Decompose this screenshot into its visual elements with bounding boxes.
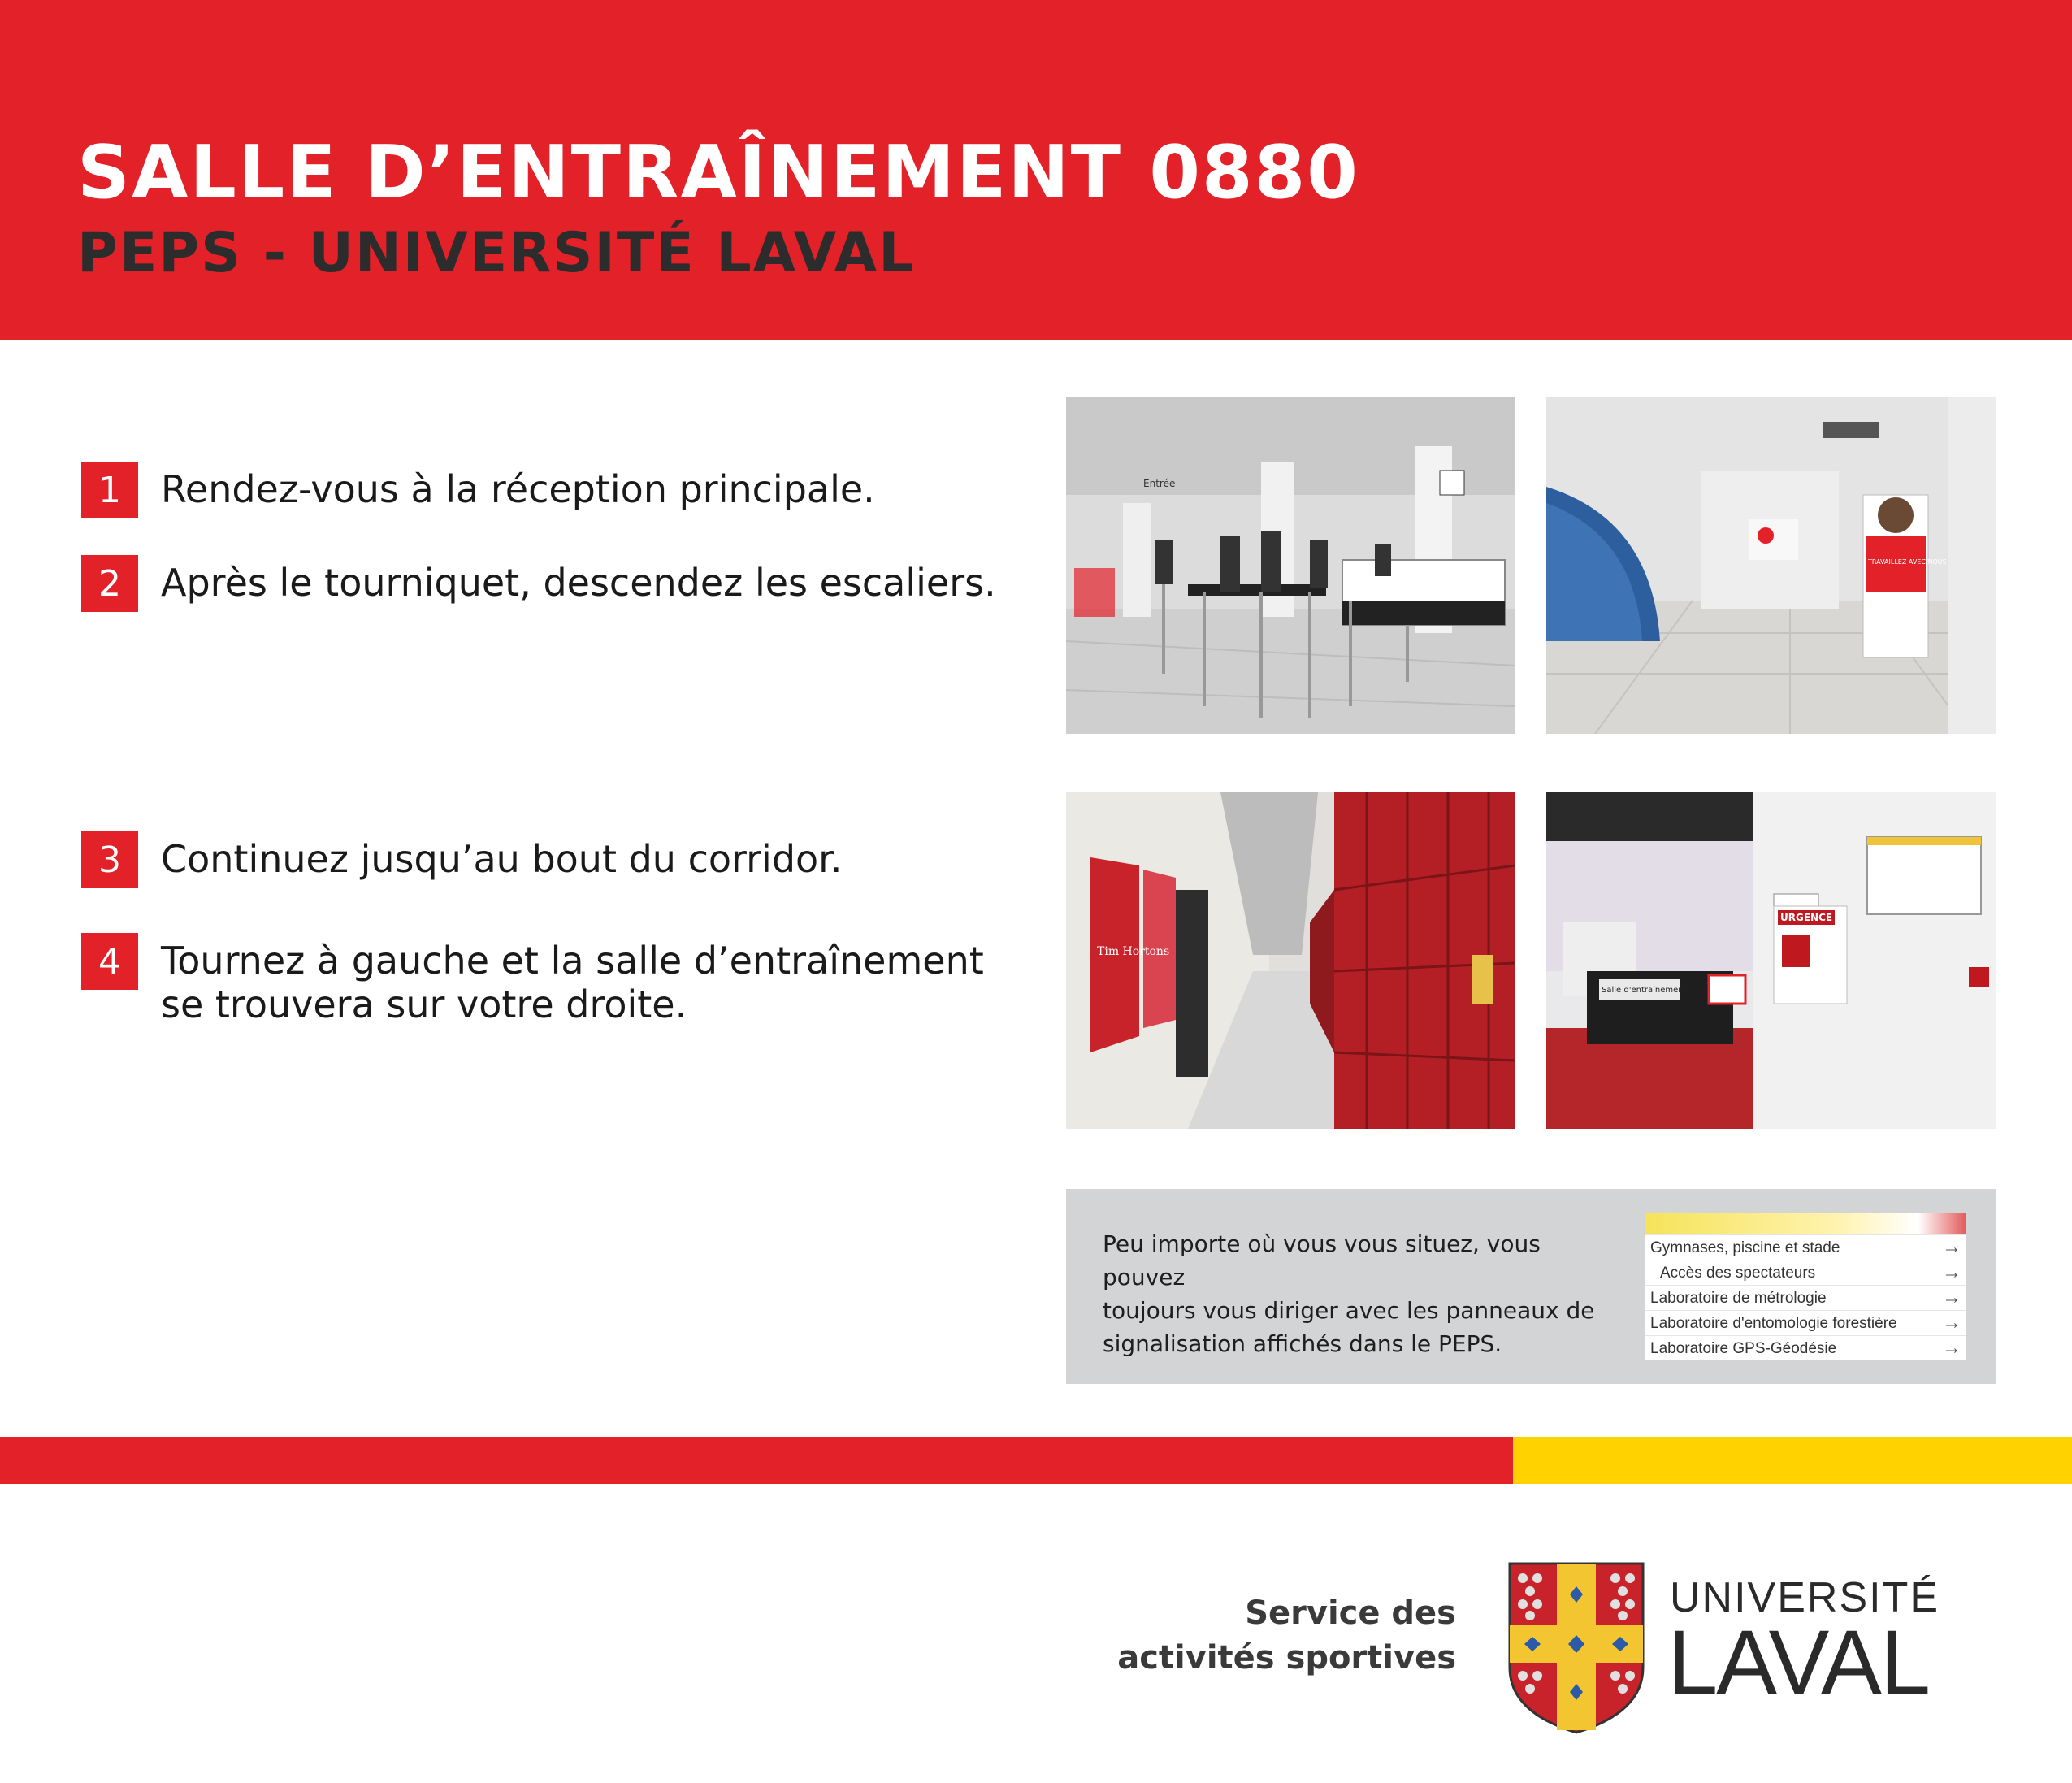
photo-reception — [1066, 397, 1515, 734]
page-subtitle: PEPS - UNIVERSITÉ LAVAL — [77, 221, 916, 285]
banner-text: TRAVAILLEZ AVEC NOUS — [1868, 558, 1947, 566]
signage-example — [1645, 1213, 1966, 1360]
service-name-line2: activités sportives — [1117, 1639, 1456, 1677]
sign-row — [1645, 1234, 1966, 1260]
arrow-right-icon: → — [1942, 1286, 1961, 1308]
sign-row — [1645, 1285, 1966, 1311]
logo-laval-word: LAVAL — [1667, 1612, 1930, 1713]
sign-row — [1645, 1335, 1966, 1360]
signage-color-strip — [1645, 1213, 1966, 1234]
photo-stairs — [1546, 397, 1996, 734]
sign-row — [1645, 1310, 1966, 1336]
step-4-number: 4 — [81, 933, 138, 990]
desk-sign-text: Salle d'entraînement — [1602, 986, 1687, 995]
university-crest-icon — [1508, 1562, 1645, 1734]
step-2-number: 2 — [81, 555, 138, 612]
sign-row-label: Gymnases, piscine et stade — [1650, 1239, 1840, 1256]
step-3-number: 3 — [81, 831, 138, 888]
service-name-line1: Service des — [1245, 1594, 1456, 1632]
step-1-text: Rendez-vous à la réception principale. — [161, 467, 875, 511]
arrow-right-icon: → — [1942, 1236, 1961, 1258]
sign-row-label: Laboratoire GPS-Géodésie — [1650, 1340, 1837, 1357]
sign-row-label: Laboratoire d'entomologie forestière — [1650, 1315, 1897, 1332]
sign-row-label: Laboratoire de métrologie — [1650, 1290, 1827, 1307]
sign-row-label: Accès des spectateurs — [1660, 1265, 1816, 1282]
step-3-text: Continuez jusqu’au bout du corridor. — [161, 837, 843, 881]
info-text: Peu importe où vous vous situez, vous pouvez toujours vous diriger avec les panneaux de signalisation affichés dans le PEPS. — [1103, 1230, 1595, 1357]
sign-row — [1645, 1260, 1966, 1286]
poster-text: Tim Hortons — [1097, 945, 1170, 958]
arrow-right-icon: → — [1942, 1261, 1961, 1283]
arrow-right-icon: → — [1942, 1312, 1961, 1334]
step-4-text: Tournez à gauche et la salle d’entraînement se trouvera sur votre droite. — [161, 939, 984, 1026]
arrow-right-icon: → — [1942, 1337, 1961, 1359]
step-2-text: Après le tourniquet, descendez les escaliers. — [161, 561, 996, 605]
reception-sign-text: Entrée — [1143, 478, 1176, 489]
step-1-number: 1 — [81, 462, 138, 518]
urgence-text: URGENCE — [1780, 912, 1833, 923]
photo-corridor — [1066, 792, 1515, 1129]
footer-bar-yellow — [1513, 1437, 2072, 1484]
photo-desk — [1546, 792, 1996, 1129]
footer-bar-red — [0, 1437, 1513, 1484]
page-title: SALLE D’ENTRAÎNEMENT 0880 — [77, 130, 1359, 215]
logo-university-word: UNIVERSITÉ — [1670, 1574, 1940, 1621]
